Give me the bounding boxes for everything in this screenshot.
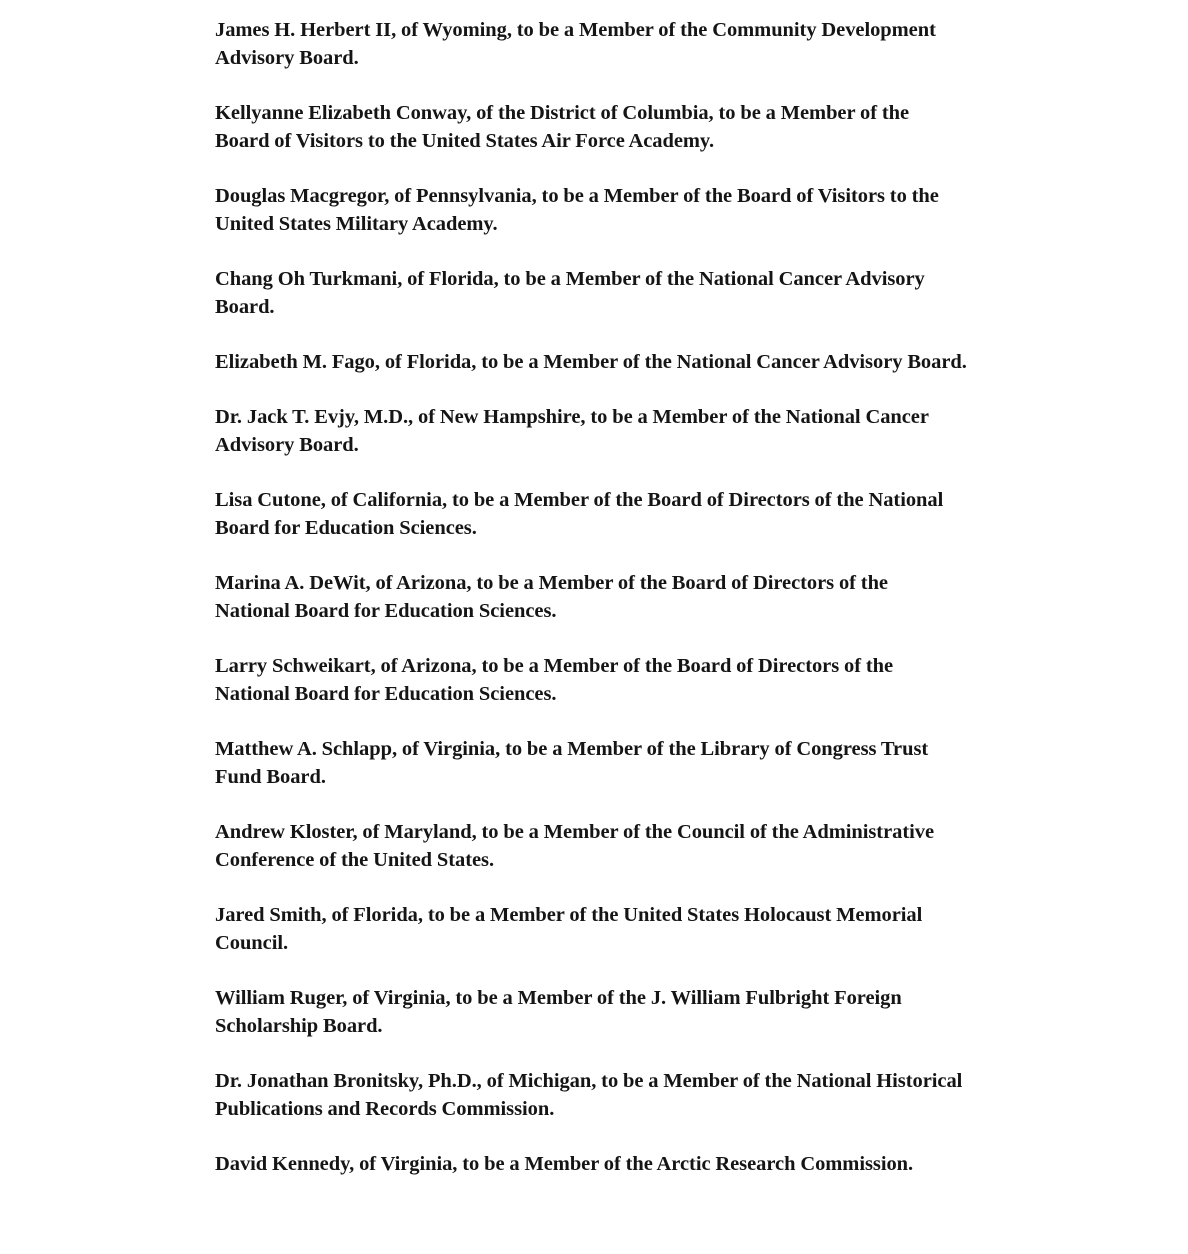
nomination-paragraph: Jared Smith, of Florida, to be a Member of the United States Holocaust Memorial Council. [215, 904, 923, 954]
nomination-paragraph: Dr. Jonathan Bronitsky, Ph.D., of Michigan, to be a Member of the National Historical Publications and Records Commission. [215, 1070, 963, 1120]
nomination-paragraph: Dr. Jack T. Evjy, M.D., of New Hampshire, to be a Member of the National Cancer Advisory Board. [215, 406, 929, 456]
nomination-paragraph: Lisa Cutone, of California, to be a Member of the Board of Directors of the National Board for Education Sciences. [215, 489, 944, 539]
nomination-paragraph: William Ruger, of Virginia, to be a Member of the J. William Fulbright Foreign Scholarship Board. [215, 987, 902, 1037]
nomination-paragraph: David Kennedy, of Virginia, to be a Member of the Arctic Research Commission. [215, 1153, 914, 1175]
nomination-paragraph: Chang Oh Turkmani, of Florida, to be a Member of the National Cancer Advisory Board. [215, 268, 925, 318]
nomination-paragraph: Larry Schweikart, of Arizona, to be a Member of the Board of Directors of the National Board for Education Sciences. [215, 655, 894, 705]
nomination-paragraph: Elizabeth M. Fago, of Florida, to be a Member of the National Cancer Advisory Board. [215, 351, 967, 373]
nomination-paragraph: Marina A. DeWit, of Arizona, to be a Member of the Board of Directors of the National Board for Education Sciences. [215, 572, 888, 622]
nomination-paragraph: James H. Herbert II, of Wyoming, to be a Member of the Community Development Advisory Board. [215, 19, 936, 69]
nomination-paragraph: Kellyanne Elizabeth Conway, of the District of Columbia, to be a Member of the Board of Visitors to the United States Air Force Academy. [215, 102, 910, 152]
nomination-paragraph: Douglas Macgregor, of Pennsylvania, to be a Member of the Board of Visitors to the United States Military Academy. [215, 185, 939, 235]
nomination-paragraph: Andrew Kloster, of Maryland, to be a Member of the Council of the Administrative Conference of the United States. [215, 821, 934, 871]
nomination-paragraph: Matthew A. Schlapp, of Virginia, to be a Member of the Library of Congress Trust Fund Board. [215, 738, 929, 788]
nominations-list [215, 16, 967, 1178]
